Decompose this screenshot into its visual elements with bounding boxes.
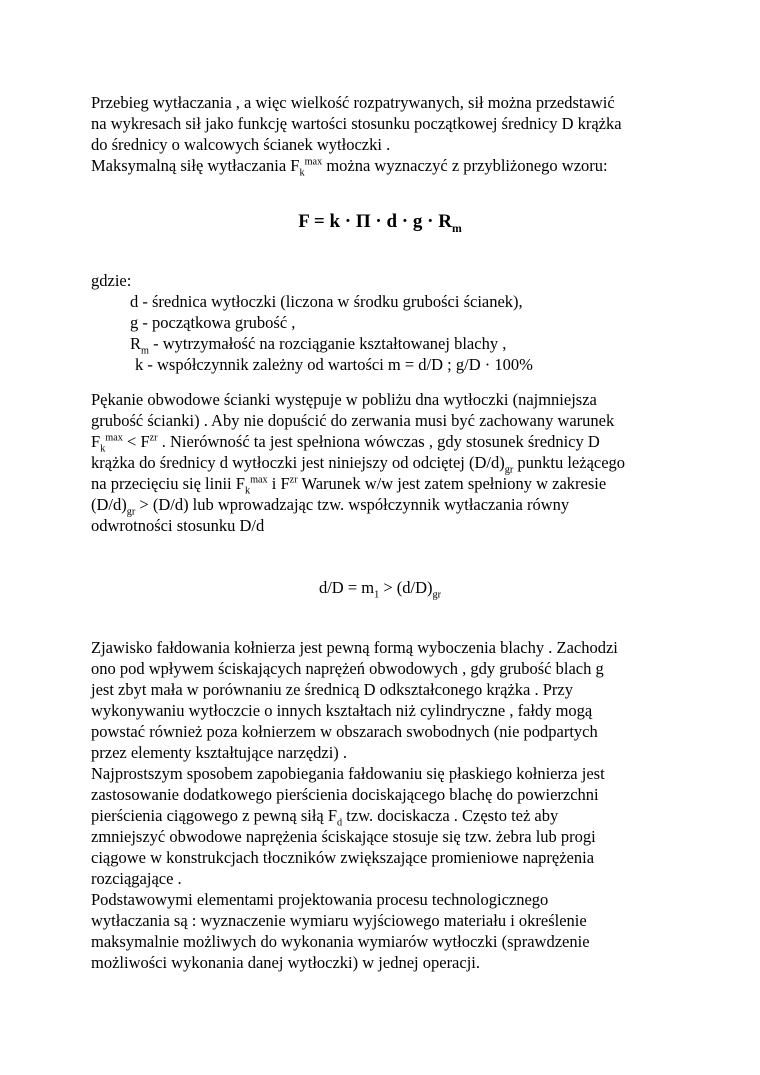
text-line: wytłaczania są : wyznaczenie wymiaru wyjściowego materiału i określenie xyxy=(91,911,587,930)
legend-item-d: d - średnica wytłoczki (liczona w środku grubości ścianek), xyxy=(130,292,523,311)
text-line: powstać również poza kołnierzem w obszarach swobodnych (nie podpartych xyxy=(91,722,598,741)
text-line: na wykresach sił jako funkcję wartości stosunku początkowej średnicy D krążka xyxy=(91,114,622,133)
text-line: $(D/d)_{gr} > (D/d)$ lub wprowadzając tzw. współczynnik wytłaczania równy xyxy=(91,495,570,518)
cracking-paragraph xyxy=(91,389,681,536)
text-line: grubość ścianki) . Aby nie dopuścić do zerwania musi być zachowany warunek xyxy=(91,411,615,430)
legend-item-g: g - początkowa grubość , xyxy=(130,313,296,332)
prevention-paragraph xyxy=(91,763,681,889)
text-line: maksymalnie możliwych do wykonania wymiarów wytłoczki (sprawdzenie xyxy=(91,932,590,951)
text-line: wykonywaniu wytłoczcie o innych kształtach niż cylindryczne , fałdy mogą xyxy=(91,701,593,720)
intro-paragraph xyxy=(91,92,681,179)
text-line: przez elementy kształtujące narzędzi) . xyxy=(91,743,348,762)
text-line: Przebieg wytłaczania , a więc wielkość rozpatrywanych, sił można przedstawić xyxy=(91,93,615,112)
text-line: ono pod wpływem ściskających naprężeń obwodowych , gdy grubość blach g xyxy=(91,659,604,678)
legend-item-k: k - współczynnik zależny od wartości m = d/D ; g/D · 100% xyxy=(135,355,533,374)
variable-legend xyxy=(91,270,681,375)
legend-item-rm: $R_m$ - wytrzymałość na rozciąganie kształtowanej blachy , xyxy=(130,334,507,357)
force-formula: $F = k \cdot \Pi \cdot d \cdot g \cdot R_m$ xyxy=(298,211,462,235)
legend-intro: gdzie: xyxy=(91,271,132,290)
drawing-ratio-formula: $d/D = m_1 > (d/D)_{gr}$ xyxy=(318,578,442,601)
text-line: zastosowanie dodatkowego pierścienia dociskającego blachę do powierzchni xyxy=(91,785,599,804)
text-line: jest zbyt mała w porównaniu ze średnicą D odkształconego krążka . Przy xyxy=(91,680,573,699)
text-line: zmniejszyć obwodowe naprężenia ściskające stosuje się tzw. żebra lub progi xyxy=(91,827,596,846)
text-line: $F_k^{max} < F^{zr}$ . Nierówność ta jest spełniona wówczas , gdy stosunek średnicy D xyxy=(91,432,600,455)
text-line: ciągowe w konstrukcjach tłoczników zwiększające promieniowe naprężenia xyxy=(91,848,595,867)
text-line: krążka do średnicy d wytłoczki jest niniejszy od odciętej $(D/d)_{gr}$ punktu leżącego xyxy=(91,453,626,476)
text-line: na przecięciu się linii $F_k^{max}$ i $F^{zr}$ Warunek w/w jest zatem spełniony w zakresie xyxy=(91,474,607,497)
design-paragraph xyxy=(91,889,681,973)
text-line: Maksymalną siłę wytłaczania $F_k^{max}$ można wyznaczyć z przybliżonego wzoru: xyxy=(91,156,608,179)
text-line: rozciągające . xyxy=(91,869,182,888)
text-line: odwrotności stosunku D/d xyxy=(91,516,265,535)
text-line: możliwości wykonania danej wytłoczki) w jednej operacji. xyxy=(91,953,480,972)
text-line: pierścienia ciągowego z pewną siłą $F_d$ tzw. dociskacza . Często też aby xyxy=(91,806,559,829)
text-line: Pękanie obwodowe ścianki występuje w pobliżu dna wytłoczki (najmniejsza xyxy=(91,390,597,409)
wrinkling-paragraph xyxy=(91,637,681,763)
text-line: Zjawisko fałdowania kołnierza jest pewną formą wyboczenia blachy . Zachodzi xyxy=(91,638,618,657)
text-line: Najprostszym sposobem zapobiegania fałdowaniu się płaskiego kołnierza jest xyxy=(91,764,605,783)
text-line: do średnicy o walcowych ścianek wytłoczki . xyxy=(91,135,391,154)
text-line: Podstawowymi elementami projektowania procesu technologicznego xyxy=(91,890,549,909)
